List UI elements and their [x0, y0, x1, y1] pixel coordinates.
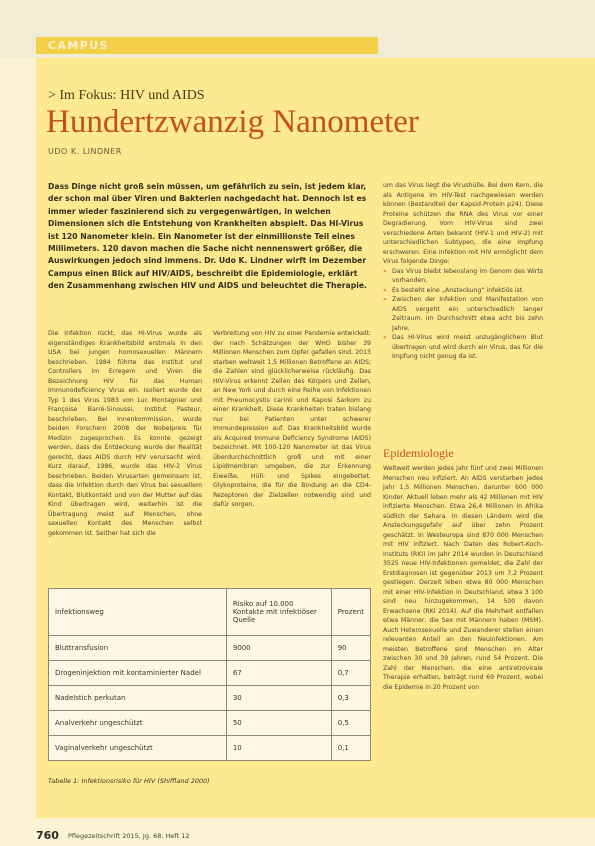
list-item: » Es besteht eine „Ansteckung“ infektiös ist.	[383, 286, 543, 296]
table-row	[49, 636, 371, 661]
table-caption: Tabelle 1: Infektionsrisiko für HIV (Shiffland 2000)	[48, 777, 210, 785]
feature-list	[383, 267, 543, 362]
body-column-3	[383, 181, 543, 362]
list-item: » Zwischen der Infektion und Manifestation von AIDS vergeht ein unterschiedlich langer Zeitraum, im Durchschnitt etwa acht bis zehn Jahre.	[383, 295, 543, 333]
table-cell: 0,3	[331, 686, 370, 711]
table-cell: 30	[226, 686, 331, 711]
table-cell: 0,1	[331, 736, 370, 761]
table-cell: 0,7	[331, 661, 370, 686]
body-column-2: Verbreitung von HIV zu einer Pandemie entwickelt: der nach Schätzungen der WHO bisher 39 Millionen Menschen zum Opfer gefallen sind. 2013 starben weltweit 1,5 Millionen Betroffene an AIDS; die Zahlen sind glücklicherweise rückläufig. Das HIV-Virus erkennt Zellen des Körpers und Zellen, an New York und durch eine Reihe von Infektionen mit Pneumocystis carinii und Kaposi Sarkom zu einer Krankheit, Diese Krankheiten traten bislang nur bei Patienten unter schwerer Immundepression auf. Das Krankheitsbild wurde als Acquired Immune Deficiency Syndrome (AIDS) bezeichnet. Mit 100-120 Nanometer ist das Virus überdurchschnittlich groß und mit einer Lipidmembran umgeben, die zur Erkennung Eiweiße, Hüll- und Spikes eingebettet. Glykoproteine, die für die Bindung an die CD4-Rezeptoren der Zielzellen notwendig sind und dafür sorgen,	[213, 330, 371, 508]
table-row	[49, 736, 371, 761]
table-cell: Analverkehr ungeschützt	[49, 711, 227, 736]
body-column-4: Weltweit werden jedes Jahr fünf und zwei Millionen Menschen neu infiziert. An AIDS verstarben jedes Jahr 1,5 Millionen Menschen, darunter 600 000 Kinder. Aktuell leben mehr als 42 Millionen mit HIV infizierte Menschen. Etwa 26,4 Millionen in Afrika südlich der Sahara. In diesen Ländern wird die Ansteckungsgefahr auf über zehn Prozent geschätzt. In Westeuropa sind 870 000 Menschen mit HIV infiziert. Nach Daten des Robert-Koch-Instituts (RKI) im Jahr 2014 wurden in Deutschland 3525 neue HIV-Infektionen gemeldet, die Zahl der Erstdiagnosen ist gegenüber 2013 um 7,2 Prozent gestiegen. Derzeit leben etwa 80 000 Menschen mit einer HIV-Infektion in Deutschland, etwa 3 100 sind neu hinzugekommen, 14 500 davon Erwachsene (RKI 2014). Auf die Mehrheit entfallen etwa Männer, die Sex mit Männern haben (MSM). Auch Heterosexuelle und Zuwanderer stellen einen relevanten Anteil an den Neuinfektionen. Am meisten Betroffene sind Menschen im Alter zwischen 30 und 39 Jahren, rund 54 Prozent. Die Zahl der Menschen, die eine antiretrovirale Therapie erhalten, beträgt rund 69 Prozent, wobei die Epidemie in 20 Prozent von	[383, 465, 543, 691]
table-cell: Bluttransfusion	[49, 636, 227, 661]
table-cell: 0,5	[331, 711, 370, 736]
column-header: Infektionsweg	[49, 589, 227, 636]
table-cell: 10	[226, 736, 331, 761]
table-row	[49, 711, 371, 736]
column-3-text: um das Virus liegt die Virushülle. Bei dem Kern, die als Antigene im HIV-Test nachgewiesen werden können (Bestandteil der Kapsid-Protein p24). Diese Proteine schützen die RNA des Virus vor einer Degradierung. Vom HIV-Virus sind zwei verschiedene Arten bekannt (HIV-1 und HIV-2) mit unterschiedlichen Subtypen, die eine Impfung erschweren. Eine Infektion mit HIV ermöglicht dem Virus folgende Dinge:	[383, 182, 543, 265]
article-headline: Hundertzwanzig Nanometer	[46, 104, 419, 140]
campus-label: CAMPUS	[48, 39, 109, 52]
table-cell: 50	[226, 711, 331, 736]
list-item: » Das HI-Virus wird meist unzugänglichem Blut übertragen und wird durch ein Virus, das für die Impfung nicht genug da ist.	[383, 333, 543, 362]
table-cell: Drogeninjektion mit kontaminierter Nadel	[49, 661, 227, 686]
table-cell: 9000	[226, 636, 331, 661]
infection-risk-table	[48, 588, 371, 761]
table-row	[49, 686, 371, 711]
table-cell: Nadelstich perkutan	[49, 686, 227, 711]
column-header: Risiko auf 10.000 Kontakte mit infektiöser Quelle	[226, 589, 331, 636]
column-header: Prozent	[331, 589, 370, 636]
lead-paragraph: Dass Dinge nicht groß sein müssen, um gefährlich zu sein, ist jedem klar, der schon mal über Viren und Bakterien nachgedacht hat. Dennoch ist es immer wieder faszinierend sich zu vergegenwärtigen, in welchen Dimensionen sich die Entstehung von Krankheiten abspielt. Das HI-Virus ist 120 Nanometer klein. Ein Nanometer ist der einmillionste Teil eines Millimeters. 120 davon machen die Sache nicht nennenswert größer, die Auswirkungen jedoch sind immens. Dr. Udo K. Lindner wirft im Dezember Campus einen Blick auf HIV/AIDS, beschreibt die Epidemiologie, erklärt den Zusammenhang zwischen HIV und AIDS und beleuchtet die Therapie.	[48, 182, 367, 291]
table-header-row	[49, 589, 371, 636]
table-cell: Vaginalverkehr ungeschützt	[49, 736, 227, 761]
table-cell: 90	[331, 636, 370, 661]
author-byline: UDO K. LINDNER	[48, 147, 122, 156]
journal-reference: Pflegezeitschrift 2015, Jg. 68, Heft 12	[68, 832, 190, 840]
table-cell: 67	[226, 661, 331, 686]
topic-kicker: > Im Fokus: HIV und AIDS	[48, 88, 205, 103]
list-item: » Das Virus bleibt lebenslang im Genom des Wirts vorhanden.	[383, 267, 543, 286]
table-row	[49, 661, 371, 686]
body-column-1: Die Infektion rückt, das HI-Virus wurde als eigenständiges Krankheitsbild erstmals in den USA bei jungen homosexuellen Männern beschrieben. 1984 führte das Institut und Controllers im Erregern und Viren die Bezeichnung HIV für das Human Immunodeficiency Virus ein. Isoliert wurde der Typ 1 des Virus 1983 von Luc Montagnier und Françoise Barré-Sinoussi, Institut Pasteur, beschrieben. Bei Innenkommission, wurde beiden Forschern 2008 der Nobelpreis für Medizin zugesprochen. Es konnte gezeigt werden, dass die Entdeckung wurde der Realität gerecht, dass AIDS durch HIV verursacht wird. Kurz darauf, 1986, wurde das HIV-2 Virus beschrieben. Beiden Virusarten gemeinsam ist, dass die Infektion durch den Virus bei sexuellem Kontakt, Blutkontakt und von der Mutter auf das Kind übertragen wird, weiterhin ist die Übertragung meist auf Menschen, ohne sexuellen Kontakt des Menschen selbst gekommen ist. Seither hat sich die	[48, 330, 202, 537]
section-heading-epidemiology: Epidemiologie	[383, 446, 454, 460]
page-number: 760	[36, 829, 59, 842]
